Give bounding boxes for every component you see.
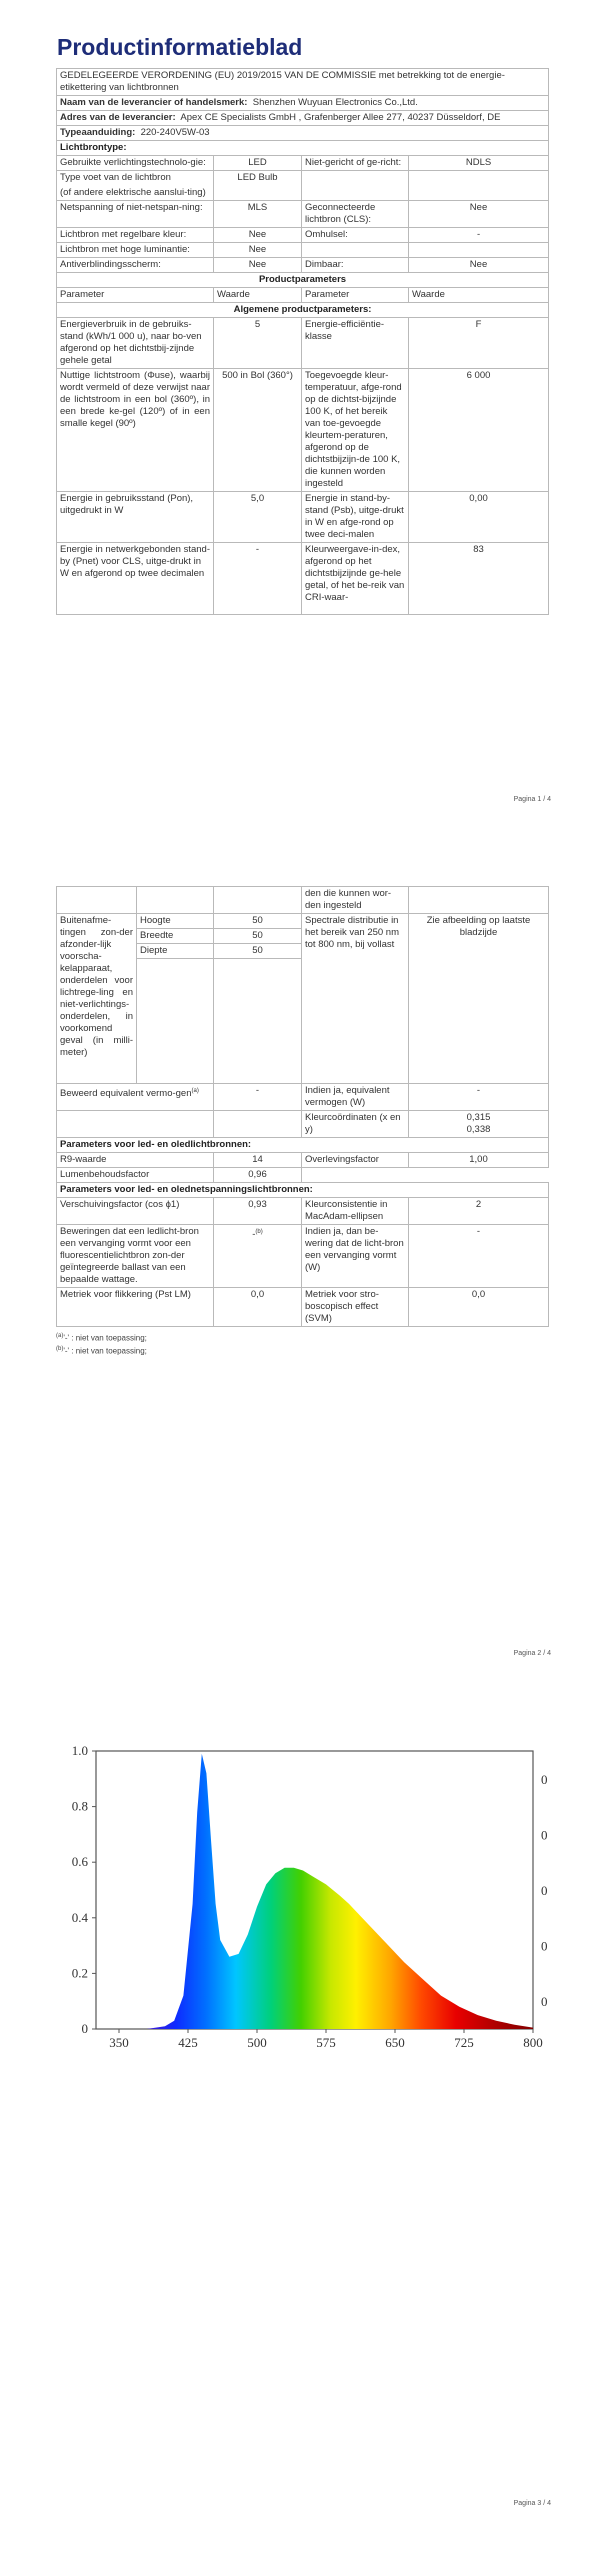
flux-value: 500 in Bol (360°) xyxy=(214,369,302,492)
cri-label: Kleurweergave-in-dex, afgerond op het dichtstbijzijnde ge-hele getal, of het be-reik van CRI-waar- xyxy=(302,543,409,615)
dimmable-label: Dimbaar: xyxy=(302,258,409,273)
luminance-label: Lichtbron met hoge luminantie: xyxy=(57,243,214,258)
general-params-heading: Algemene productparameters: xyxy=(57,303,549,318)
spectral-distribution-chart xyxy=(56,1745,556,2065)
x-tick-label: 800 xyxy=(523,2035,543,2050)
cri-label-continued: den die kunnen wor-den ingesteld xyxy=(302,887,409,914)
right-axis-label: 0 xyxy=(541,1883,548,1898)
width-value: 50 xyxy=(214,929,302,944)
netstandby-value: - xyxy=(214,543,302,615)
retrofit-value: -$^{(b)}$ xyxy=(214,1225,302,1288)
tech-value: LED xyxy=(214,156,302,171)
page-title: Productinformatieblad xyxy=(57,34,303,60)
x-tick-label: 650 xyxy=(385,2035,405,2050)
equiv-label: Beweerd equivalent vermo-gen$^{(a)}$ xyxy=(57,1084,214,1111)
page-number-3: Pagina 3 / 4 xyxy=(513,2500,551,2507)
height-label: Hoogte xyxy=(137,914,214,929)
width-label: Breedte xyxy=(137,929,214,944)
depth-label: Diepte xyxy=(137,944,214,959)
param-header-2: Parameter xyxy=(302,288,409,303)
survival-label: Overlevingsfactor xyxy=(302,1153,409,1168)
y-tick-label: 0.4 xyxy=(71,1909,88,1925)
netstandby-label: Energie in netwerkgebonden stand-by (Pnet) voor CLS, uitge-drukt in W en afgerond op twee decimalen xyxy=(57,543,214,615)
equivw-label: Indien ja, equivalent vermogen (W) xyxy=(302,1084,409,1111)
color-label: Lichtbron met regelbare kleur: xyxy=(57,228,214,243)
page-number-2: Pagina 2 / 4 xyxy=(513,1650,551,1657)
x-tick-label: 425 xyxy=(178,2035,198,2050)
y-tick-label: 0.6 xyxy=(71,1854,88,1870)
param-header: Parameter xyxy=(57,288,214,303)
eclass-value: F xyxy=(409,318,549,369)
equiv-value: - xyxy=(214,1084,302,1111)
spd-value: Zie afbeelding op laatste bladzijde xyxy=(409,914,549,1084)
pf-label: Verschuivingsfactor (cos ϕ1) xyxy=(57,1198,214,1225)
page-number-1: Pagina 1 / 4 xyxy=(513,796,551,803)
chroma-value: 0,315 0,338 xyxy=(409,1111,549,1138)
replace-value: - xyxy=(409,1225,549,1288)
color-value: Nee xyxy=(214,228,302,243)
regulation-text: GEDELEGEERDE VERORDENING (EU) 2019/2015 VAN DE COMMISSIE met betrekking tot de energie-etikettering van lichtbronnen xyxy=(57,69,549,96)
replace-label: Indien ja, dan be-wering dat de licht-bron een vervanging vormt (W) xyxy=(302,1225,409,1288)
cls-label: Geconnecteerde lichtbron (CLS): xyxy=(302,201,409,228)
r9-value: 14 xyxy=(214,1153,302,1168)
pf-value: 0,93 xyxy=(214,1198,302,1225)
spd-label: Spectrale distributie in het bereik van 250 nm tot 800 nm, bij vollast xyxy=(302,914,409,1084)
equivw-value: - xyxy=(409,1084,549,1111)
value-header: Waarde xyxy=(214,288,302,303)
address-row: Adres van de leverancier: Apex CE Specialists GmbH , Grafenberger Allee 277, 40237 Düsseldorf, DE xyxy=(57,111,549,126)
lighttype-heading: Lichtbrontype: xyxy=(57,141,549,156)
y-tick-label: 0 xyxy=(81,2021,88,2036)
y-tick-label: 0.2 xyxy=(71,1965,88,1981)
footnote-b: $^{(b)}$'-' : niet van toepassing; xyxy=(56,1345,147,1356)
flicker-value: 0,0 xyxy=(214,1288,302,1327)
footnote-a: $^{(a)}$'-' : niet van toepassing; xyxy=(56,1333,147,1343)
envelope-label: Omhulsel: xyxy=(302,228,409,243)
value-header-2: Waarde xyxy=(409,288,549,303)
right-axis-label: 0 xyxy=(541,1771,548,1787)
cap-value: LED Bulb xyxy=(214,171,302,201)
y-tick-label: 0.8 xyxy=(71,1798,88,1814)
macadam-value: 2 xyxy=(409,1198,549,1225)
document-table-page-2 xyxy=(56,886,548,1355)
energy-value: 5 xyxy=(214,318,302,369)
right-axis-label: 0 xyxy=(541,1938,548,1954)
energy-label: Energieverbruik in de gebruiks-stand (kWh/1 000 u), naar bo-ven afgerond op het dichtstbij-zijnde gehele getal xyxy=(57,318,214,369)
mains-params-heading: Parameters voor led- en olednetspanningslichtbronnen: xyxy=(57,1183,549,1198)
productparams-heading: Productparameters xyxy=(57,273,549,288)
standby-value: 0,00 xyxy=(409,492,549,543)
envelope-value: - xyxy=(409,228,549,243)
mains-value: MLS xyxy=(214,201,302,228)
luminance-value: Nee xyxy=(214,243,302,258)
r9-label: R9-waarde xyxy=(57,1153,214,1168)
mains-label: Netspanning of niet-netspan-ning: xyxy=(57,201,214,228)
x-tick-label: 725 xyxy=(454,2035,474,2050)
nondir-value: NDLS xyxy=(409,156,549,171)
tech-label: Gebruikte verlichtingstechnolo-gie: xyxy=(57,156,214,171)
cct-label: Toegevoegde kleur-temperatuur, afge-rond op de dichtst-bijzijnde 100 K, of het bereik van toe-gevoegde kleurtem-peraturen, afgerond op de dichtstbijzijn-de 100 K, die kunnen worden ingesteld xyxy=(302,369,409,492)
outer-dims-label: Buitenafme-tingen zon-der afzonder-lijk voorscha-kelapparaat, onderdelen voor lichtrege-ling en niet-verlichtings-onderdelen, in voorkomend geval (in milli-meter) xyxy=(57,914,137,1084)
onmode-label: Energie in gebruiksstand (Pon), uitgedrukt in W xyxy=(57,492,214,543)
supplier-row: Naam van de leverancier of handelsmerk: Shenzhen Wuyuan Electronics Co.,Ltd. xyxy=(57,96,549,111)
cls-value: Nee xyxy=(409,201,549,228)
lumen-value: 0,96 xyxy=(214,1168,302,1183)
cct-value: 6 000 xyxy=(409,369,549,492)
lumen-label: Lumenbehoudsfactor xyxy=(57,1168,214,1183)
y-tick-label: 1.0 xyxy=(71,1745,88,1758)
flicker-label: Metriek voor flikkering (Pst LM) xyxy=(57,1288,214,1327)
macadam-label: Kleurconsistentie in MacAdam-ellipsen xyxy=(302,1198,409,1225)
right-axis-label: 0 xyxy=(541,1994,548,2010)
standby-label: Energie in stand-by-stand (Psb), uitge-drukt in W en afge-rond op twee deci-malen xyxy=(302,492,409,543)
dimmable-value: Nee xyxy=(409,258,549,273)
glare-value: Nee xyxy=(214,258,302,273)
model-row: Typeaanduiding: 220-240V5W-03 xyxy=(57,126,549,141)
cap-label: Type voet van de lichtbron (of andere elektrische aanslui-ting) xyxy=(57,171,214,201)
led-params-heading: Parameters voor led- en oledlichtbronnen: xyxy=(57,1138,549,1153)
strobo-value: 0,0 xyxy=(409,1288,549,1327)
onmode-value: 5,0 xyxy=(214,492,302,543)
eclass-label: Energie-efficiëntie-klasse xyxy=(302,318,409,369)
x-tick-label: 575 xyxy=(316,2035,336,2050)
depth-value: 50 xyxy=(214,944,302,959)
chroma-label: Kleurcoördinaten (x en y) xyxy=(302,1111,409,1138)
cri-value: 83 xyxy=(409,543,549,615)
flux-label: Nuttige lichtstroom (Φuse), waarbij wordt vermeld of deze verwijst naar de lichtstroom in een bol (360º), in een brede ke-gel (120º) of in een smalle kegel (90º) xyxy=(57,369,214,492)
document-table-page-1 xyxy=(56,68,548,615)
retrofit-label: Beweringen dat een ledlicht-bron een vervanging vormt voor een fluorescentielichtbron zon-der geïntegreerde ballast van een bepaalde wattage. xyxy=(57,1225,214,1288)
nondir-label: Niet-gericht of ge-richt: xyxy=(302,156,409,171)
x-tick-label: 350 xyxy=(109,2035,129,2050)
height-value: 50 xyxy=(214,914,302,929)
glare-label: Antiverblindingsscherm: xyxy=(57,258,214,273)
x-tick-label: 500 xyxy=(247,2035,267,2050)
strobo-label: Metriek voor stro-boscopisch effect (SVM) xyxy=(302,1288,409,1327)
right-axis-label: 0 xyxy=(541,1827,548,1843)
survival-value: 1,00 xyxy=(409,1153,549,1168)
